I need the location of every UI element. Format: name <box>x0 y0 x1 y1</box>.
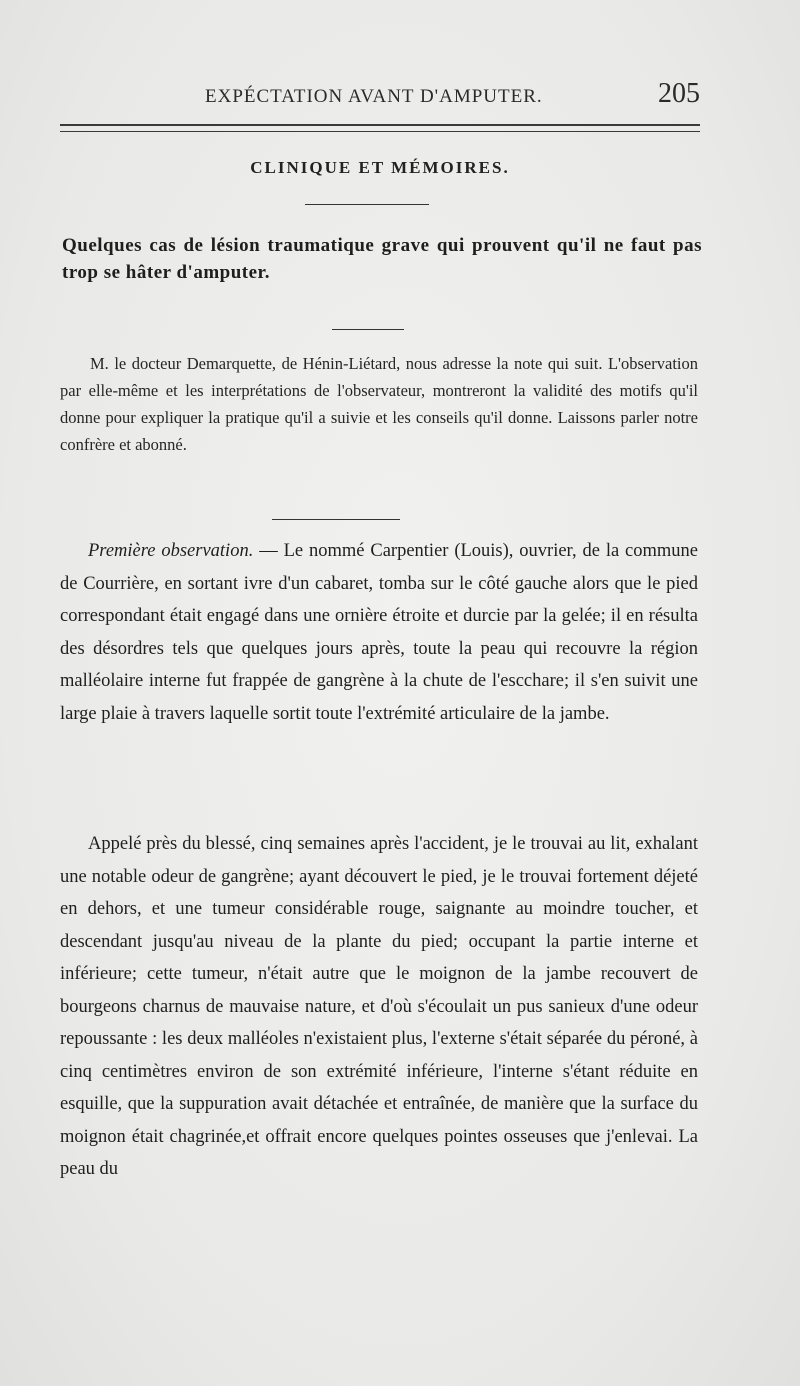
observation-heading: Première observation. <box>88 541 254 561</box>
intro-divider <box>332 329 404 330</box>
article-title: Quelques cas de lésion traumatique grave qui prouvent qu'il ne faut pas trop se hâter d'amputer. <box>62 235 702 283</box>
observation-paragraph <box>60 535 698 730</box>
header-rule <box>60 124 700 132</box>
body-paragraph: Appelé près du blessé, cinq semaines après l'accident, je le trouvai au lit, exhalant une notable odeur de gangrène; ayant découvert le pied, je le trouvai fortement déjeté en dehors, et une tumeur considérable rouge, saignante au moindre toucher, et descendant jusqu'au niveau de la plante du pied; occupant la partie interne et inférieure; cette tumeur, n'était autre que le moignon de la jambe recouvert de bourgeons charnus de mauvaise nature, et d'où s'écoulait un pus sanieux d'une odeur repoussante : les deux malléoles n'existaient plus, l'externe s'était séparée du péroné, à cinq centimètres environ de son extrémité inférieure, l'interne s'étant réduite en esquille, que la suppuration avait détachée et entraînée, de manière que la surface du moignon était chagrinée,et offrait encore quelques pointes osseuses que j'enlevai. La peau du <box>60 834 698 1179</box>
page-number: 205 <box>658 78 700 109</box>
section-title: CLINIQUE ET MÉMOIRES. <box>250 158 510 177</box>
running-head: EXPÉCTATION AVANT D'AMPUTER. <box>205 86 543 107</box>
observation-text: — Le nommé Carpentier (Louis), ouvrier, de la commune de Courrière, en sortant ivre d'un cabaret, tomba sur le côté gauche alors que le pied correspondant était engagé dans une ornière étroite et durcie par la gelée; il en résulta des désordres tels que quelques jours après, toute la peau qui recouvre la région malléolaire interne fut frappée de gangrène à la chute de l'escchare; il s'en suivit une large plaie à travers laquelle sortit toute l'extrémité articulaire de la jambe. <box>60 541 699 724</box>
page-header <box>60 78 700 118</box>
title-divider <box>305 204 429 205</box>
intro-paragraph: M. le docteur Demarquette, de Hénin-Liétard, nous adresse la note qui suit. L'observation par elle-même et les interprétations de l'observateur, montreront la validité des motifs qu'il donne pour expliquer la pratique qu'il a suivie et les conseils qu'il donne. Laissons parler notre confrère et abonné. <box>60 354 698 454</box>
observation-divider <box>272 519 400 520</box>
